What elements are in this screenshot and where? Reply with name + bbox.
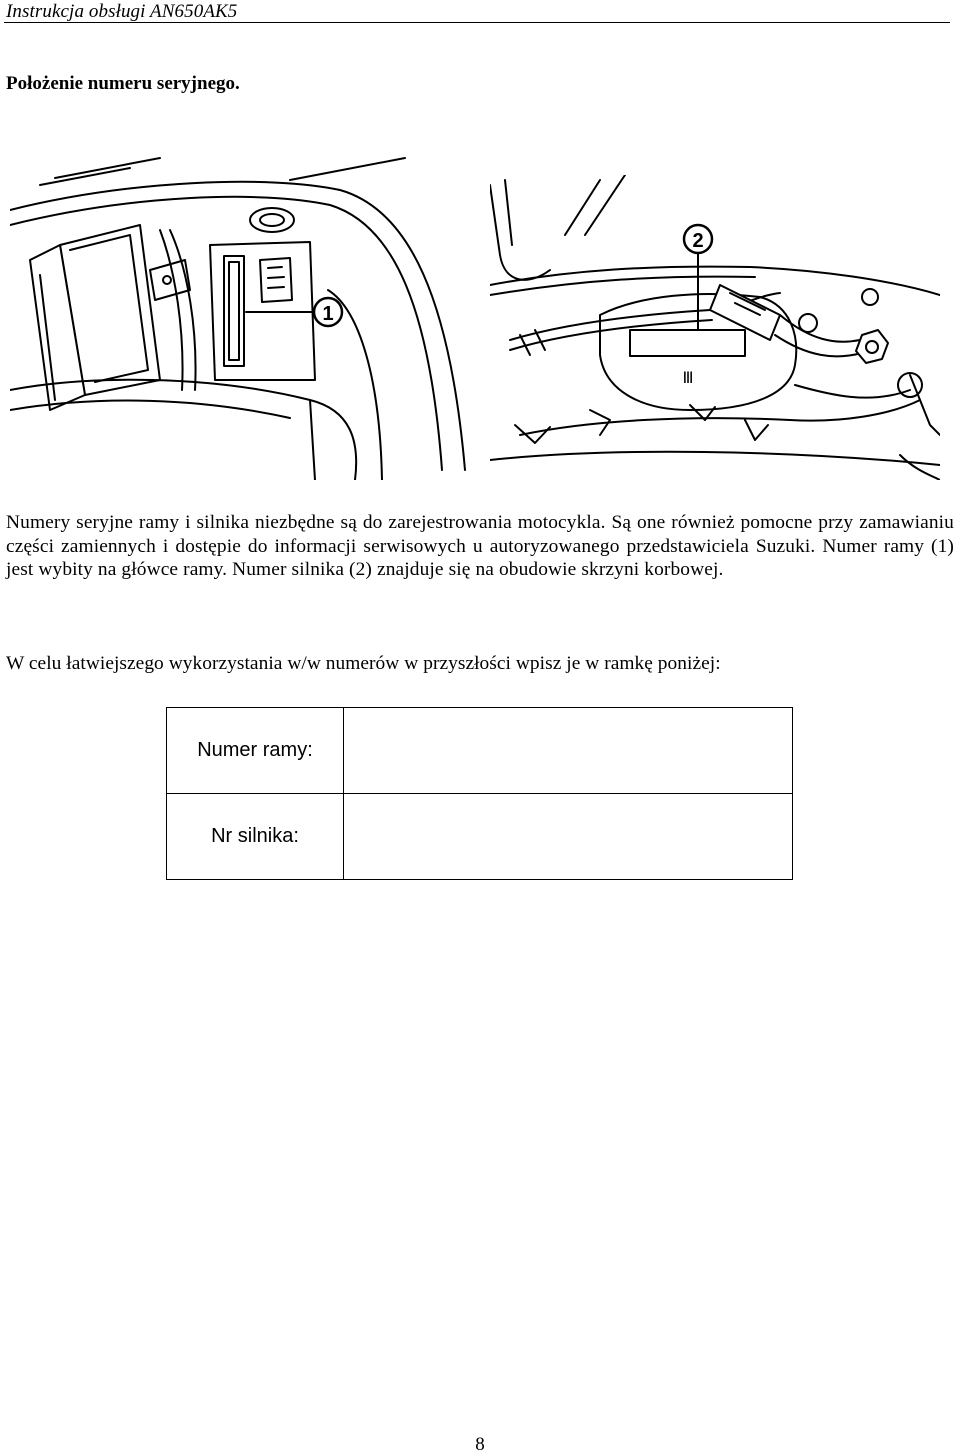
callout-1: 1 (322, 303, 334, 325)
callout-2: 2 (692, 230, 704, 252)
engine-number-label: Nr silnika: (167, 794, 344, 880)
page-number: 8 (475, 1434, 485, 1455)
page-header (4, 0, 950, 23)
body-paragraph-serial-numbers: Numery seryjne ramy i silnika niezbędne są do zarejestrowania motocykla. Są one również pomocne przy zamawianiu części zamiennych i dostępie do informacji serwisowych u autoryzowanego przedstawiciela Suzuki. Numer ramy (1) jest wybity na główce ramy. Numer silnika (2) znajduje się na obudowie skrzyni korbowej. (6, 512, 954, 581)
body-paragraph-record-instructions: W celu łatwiejszego wykorzystania w/w numerów w przyszłości wpisz je w ramkę poniżej: (6, 653, 721, 674)
header-title: Instrukcja obsługi AN650AK5 (6, 1, 238, 22)
engine-number-field[interactable] (344, 794, 793, 880)
frame-number-label: Numer ramy: (167, 708, 344, 794)
engine-stamp: Ⅲ (682, 370, 694, 387)
serial-number-table (166, 707, 793, 880)
frame-number-illustration (10, 150, 475, 480)
table-row (167, 708, 793, 794)
engine-number-illustration (490, 175, 940, 480)
frame-number-field[interactable] (344, 708, 793, 794)
section-title: Położenie numeru seryjnego. (6, 73, 240, 94)
table-row (167, 794, 793, 880)
